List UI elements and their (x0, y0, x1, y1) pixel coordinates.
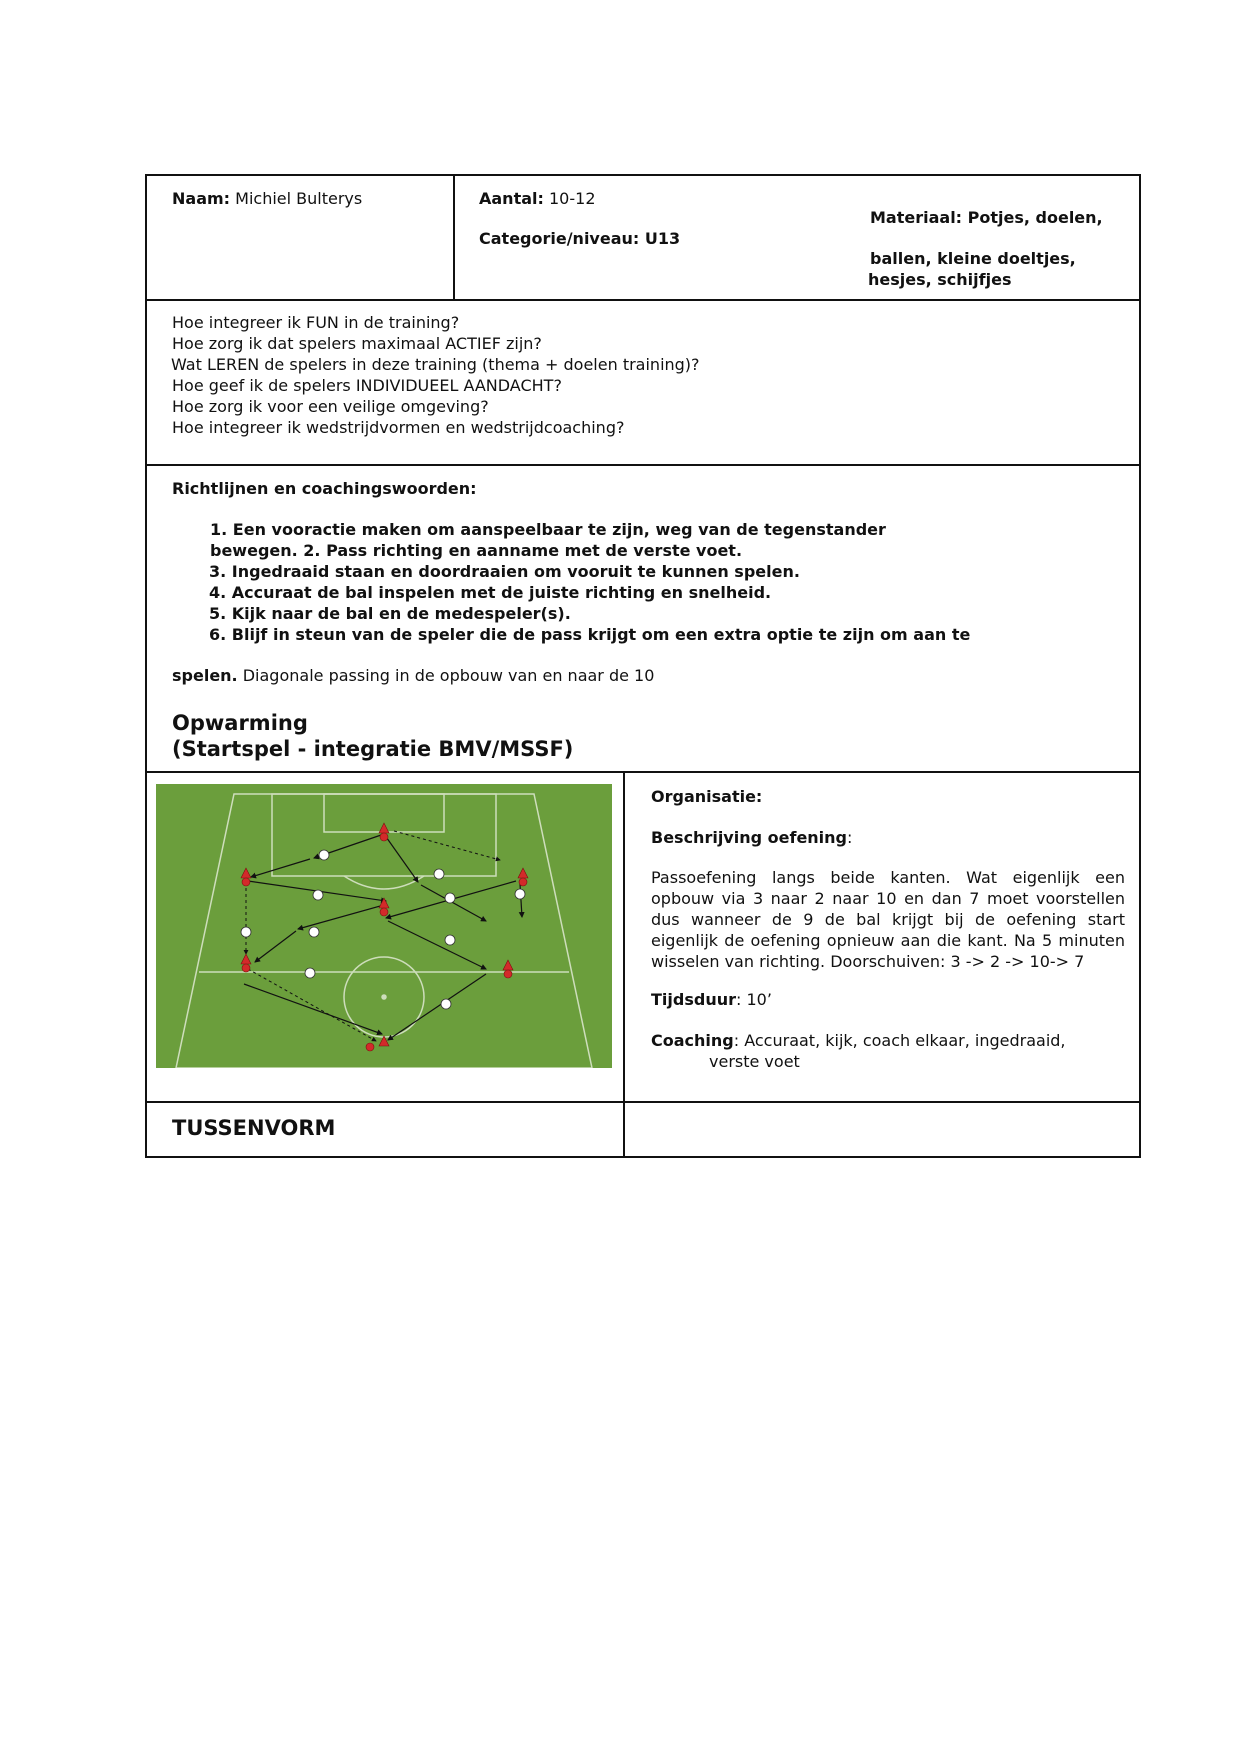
row-divider-questions (145, 464, 1141, 466)
guideline-tail-bold: spelen. (172, 666, 238, 685)
row-divider-exercise (145, 1101, 1141, 1103)
question-6: Hoe integreer ik wedstrijdvormen en wedstrijdcoaching? (172, 418, 625, 437)
question-2: Hoe zorg ik dat spelers maximaal ACTIEF zijn? (172, 334, 542, 353)
coaching-value: : Accuraat, kijk, coach elkaar, ingedraaid, (733, 1031, 1066, 1050)
guideline-line-5: 5. Kijk naar de bal en de medespeler(s). (209, 604, 571, 623)
drill-diagram (156, 784, 612, 1068)
question-5: Hoe zorg ik voor een veilige omgeving? (172, 397, 489, 416)
warmup-subtitle: (Startspel - integratie BMV/MSSF) (172, 737, 574, 761)
row-divider-guidelines (145, 771, 1141, 773)
coaching-field (651, 1030, 1066, 1051)
guidelines-title: Richtlijnen en coachingswoorden: (172, 479, 477, 498)
coaching-value-2: verste voet (709, 1052, 800, 1071)
question-1: Hoe integreer ik FUN in de training? (172, 313, 460, 332)
guideline-tail-text: Diagonale passing in de opbouw van en naar de 10 (237, 666, 655, 685)
aantal-value: 10-12 (549, 189, 596, 208)
materiaal-line-3: hesjes, schijfjes (868, 270, 1012, 289)
guideline-line-1: 1. Een vooractie maken om aanspeelbaar te zijn, weg van de tegenstander (210, 520, 886, 539)
guideline-line-6: 6. Blijf in steun van de speler die de pass krijgt om een extra optie te zijn om aan te (209, 625, 971, 644)
naam-field (172, 188, 362, 209)
guideline-line-4: 4. Accuraat de bal inspelen met de juiste richting en snelheid. (209, 583, 772, 602)
categorie-field (479, 228, 680, 249)
row-divider-header (145, 299, 1141, 301)
tussenvorm-title: TUSSENVORM (172, 1116, 336, 1140)
tijdsduur-value: : 10’ (735, 990, 772, 1009)
tijdsduur-field (651, 989, 772, 1010)
question-4: Hoe geef ik de spelers INDIVIDUEEL AANDACHT? (172, 376, 562, 395)
beschrijving-colon: : (847, 828, 853, 847)
aantal-field (479, 188, 596, 209)
guideline-tail (172, 665, 654, 686)
materiaal-line-2: ballen, kleine doeltjes, (870, 249, 1076, 268)
aantal-label: Aantal: (479, 189, 544, 208)
materiaal-line-1: Materiaal: Potjes, doelen, (870, 208, 1103, 227)
beschrijving-text: Passoefening langs beide kanten. Wat eigenlijk een opbouw via 3 naar 2 naar 10 en dan 7 moet voorstellen dus wanneer de 9 de bal krijgt bij de oefening start eigenlijk de oefening opnieuw aan die kant. Na 5 minuten wisselen van richting. Doorschuiven: 3 -> 2 -> 10-> 7 (651, 868, 1125, 971)
categorie-value: U13 (644, 229, 681, 248)
guideline-line-2: bewegen. 2. Pass richting en aanname met de verste voet. (210, 541, 743, 560)
coaching-label: Coaching (651, 1031, 734, 1050)
col-divider-exercise (623, 771, 625, 1158)
naam-value: Michiel Bulterys (235, 189, 363, 208)
warmup-title: Opwarming (172, 711, 308, 735)
categorie-label: Categorie/niveau: (479, 229, 640, 248)
question-3: Wat LEREN de spelers in deze training (thema + doelen training)? (171, 355, 700, 374)
tijdsduur-label: Tijdsduur (651, 990, 736, 1009)
beschrijving-heading (651, 827, 852, 848)
organisatie-label: Organisatie: (651, 787, 763, 806)
guideline-line-3: 3. Ingedraaid staan en doordraaien om vooruit te kunnen spelen. (209, 562, 800, 581)
col-divider-header (453, 174, 455, 300)
beschrijving-label: Beschrijving oefening (651, 828, 848, 847)
naam-label: Naam: (172, 189, 231, 208)
